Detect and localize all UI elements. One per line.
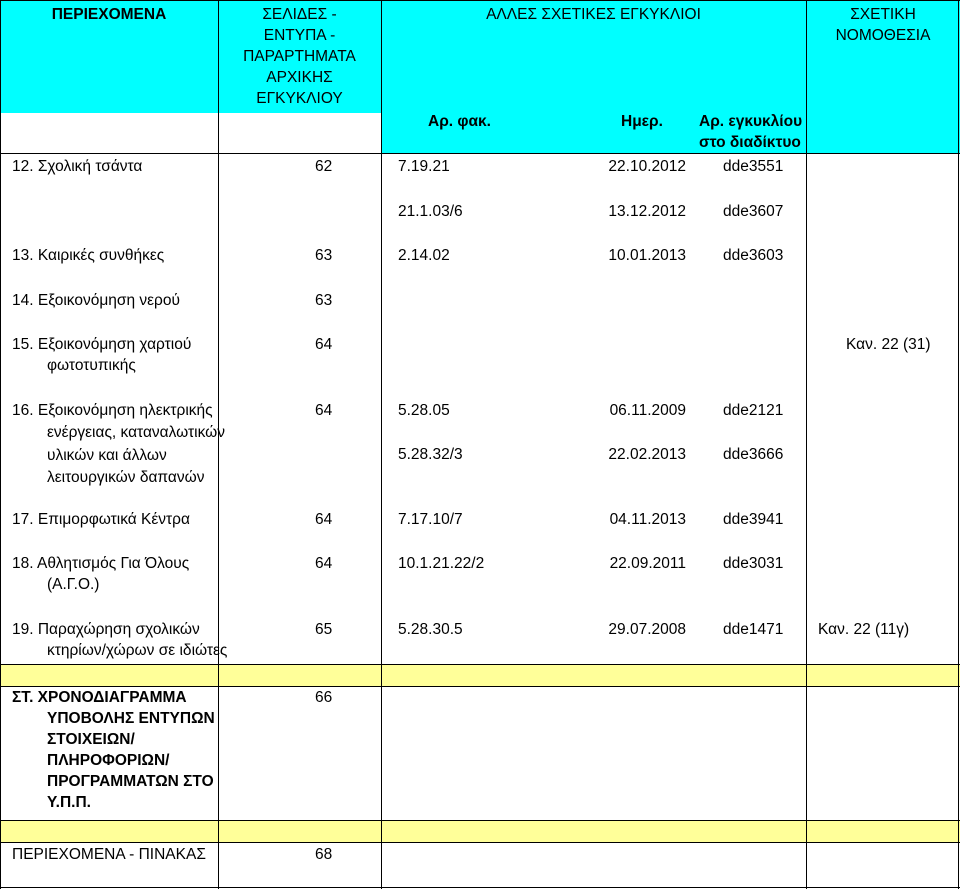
ref-date: 10.01.2013 <box>608 247 686 264</box>
row-title-line: 19. Παραχώρηση σχολικών <box>12 621 200 638</box>
highlight-band <box>0 820 960 842</box>
divider <box>0 0 960 1</box>
header-online-no-line: Αρ. εγκυκλίου <box>699 113 803 130</box>
row-legislation: Καν. 22 (11γ) <box>818 621 910 638</box>
ref-code: dde1471 <box>723 621 784 638</box>
row-title-line: 18. Αθλητισμός Για Όλους <box>12 555 190 572</box>
row-title-line: φωτοτυπικής <box>47 357 136 374</box>
ref-date: 22.10.2012 <box>608 158 686 175</box>
row-page: 63 <box>315 247 333 264</box>
ref-date: 22.09.2011 <box>609 555 686 572</box>
highlight-band <box>0 664 960 686</box>
row-title: 14. Εξοικονόμηση νερού <box>12 292 180 309</box>
section-title-line: ΠΡΟΓΡΑΜΜΑΤΩΝ ΣΤΟ <box>47 773 214 790</box>
legislation-header-background <box>806 113 960 153</box>
section-title-line: ΥΠΟΒΟΛΗΣ ΕΝΤΥΠΩΝ <box>47 710 215 727</box>
divider <box>0 153 960 154</box>
section-title-line: Υ.Π.Π. <box>47 794 91 811</box>
row-title-line: κτηρίων/χώρων σε ιδιώτες <box>47 642 228 659</box>
row-page: 62 <box>315 158 333 175</box>
header-other-circulars: ΑΛΛΕΣ ΣΧΕΤΙΚΕΣ ΕΓΚΥΚΛΙΟΙ <box>486 6 701 23</box>
header-pages-line: ΕΓΚΥΚΛΙΟΥ <box>256 90 343 107</box>
row-legislation: Καν. 22 (31) <box>846 336 931 353</box>
row-title-line: λειτουργικών δαπανών <box>47 468 205 486</box>
header-pages-line: ΣΕΛΙΔΕΣ - <box>262 6 337 23</box>
divider <box>0 0 1 889</box>
ref-file-no: 7.17.10/7 <box>398 511 463 528</box>
divider <box>0 820 960 821</box>
row-page: 63 <box>315 292 333 309</box>
ref-code: dde2121 <box>723 402 784 419</box>
tables-page: 68 <box>315 846 333 863</box>
header-legislation-line: ΣΧΕΤΙΚΗ <box>850 6 916 23</box>
divider <box>0 842 960 843</box>
row-title: 13. Καιρικές συνθήκες <box>12 247 165 264</box>
header-legislation-line: ΝΟΜΟΘΕΣΙΑ <box>835 27 931 44</box>
section-title <box>12 687 215 813</box>
row-title-line: 15. Εξοικονόμηση χαρτιού <box>12 336 192 353</box>
header-file-no: Αρ. φακ. <box>428 113 491 130</box>
ref-file-no: 5.28.32/3 <box>398 446 463 463</box>
header-pages-line: ΕΝΤΥΠΑ - <box>263 27 336 44</box>
row-page: 64 <box>315 402 333 419</box>
tables-title: ΠΕΡΙΕΧΟΜΕΝΑ - ΠΙΝΑΚΑΣ <box>12 846 206 863</box>
ref-code: dde3031 <box>723 555 784 572</box>
row-page: 64 <box>315 511 333 528</box>
row-title <box>12 400 225 489</box>
ref-file-no: 5.28.30.5 <box>398 621 463 638</box>
header-pages <box>218 4 381 109</box>
header-pages-line: ΠΑΡΑΡΤΗΜΑΤΑ <box>243 48 356 65</box>
divider <box>0 887 960 888</box>
section-title-line: ΠΛΗΡΟΦΟΡΙΩΝ/ <box>47 752 170 769</box>
ref-code: dde3603 <box>723 247 784 264</box>
ref-code: dde3941 <box>723 511 784 528</box>
row-title <box>12 553 189 595</box>
ref-file-no: 21.1.03/6 <box>398 203 463 220</box>
ref-file-no: 7.19.21 <box>398 158 450 175</box>
section-title-line: ΣΤ. ΧΡΟΝΟΔΙΑΓΡΑΜΜΑ <box>12 689 187 706</box>
row-title-line: (Α.Γ.Ο.) <box>47 576 100 593</box>
ref-date: 04.11.2013 <box>609 511 686 528</box>
divider <box>806 0 807 889</box>
row-title: 17. Επιμορφωτικά Κέντρα <box>12 511 190 528</box>
row-title-line: ενέργειας, καταναλωτικών <box>47 424 226 442</box>
ref-date: 13.12.2012 <box>608 203 686 220</box>
row-page: 64 <box>315 336 333 353</box>
row-title <box>12 334 191 376</box>
header-pages-line: ΑΡΧΙΚΗΣ <box>266 69 333 86</box>
section-title-line: ΣΤΟΙΧΕΙΩΝ/ <box>47 731 135 748</box>
ref-date: 29.07.2008 <box>608 621 686 638</box>
section-page: 66 <box>315 689 333 706</box>
header-contents: ΠΕΡΙΕΧΟΜΕΝΑ <box>51 6 167 23</box>
ref-file-no: 5.28.05 <box>398 402 450 419</box>
ref-code: dde3666 <box>723 446 784 463</box>
row-title <box>12 619 227 661</box>
ref-date: 22.02.2013 <box>608 446 686 463</box>
ref-code: dde3607 <box>723 203 784 220</box>
row-title-line: 16. Εξοικονόμηση ηλεκτρικής <box>12 402 213 419</box>
divider <box>381 0 382 889</box>
header-legislation <box>806 4 960 46</box>
row-title: 12. Σχολική τσάντα <box>12 158 143 175</box>
ref-file-no: 10.1.21.22/2 <box>398 555 485 572</box>
row-title-line: υλικών και άλλων <box>47 446 167 464</box>
header-online-no-line: στο διαδίκτυο <box>699 134 801 151</box>
ref-file-no: 2.14.02 <box>398 247 450 264</box>
header-online-no <box>699 111 802 153</box>
header-date: Ημερ. <box>621 113 663 130</box>
divider <box>0 664 960 665</box>
divider <box>958 0 959 889</box>
ref-date: 06.11.2009 <box>609 402 686 419</box>
ref-code: dde3551 <box>723 158 784 175</box>
row-page: 64 <box>315 555 333 572</box>
row-page: 65 <box>315 621 333 638</box>
